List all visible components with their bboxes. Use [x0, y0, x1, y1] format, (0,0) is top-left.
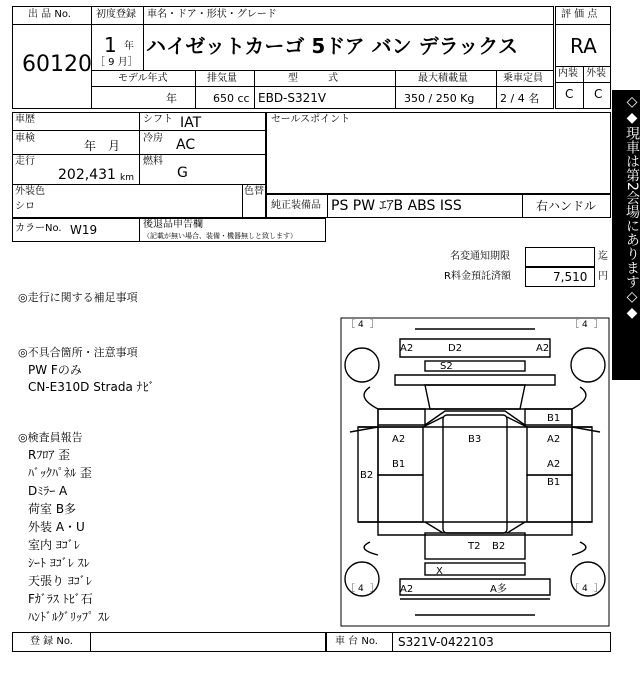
fuel-label: 燃料 [143, 156, 163, 167]
venue-notice-banner [612, 90, 640, 380]
mark-t2: T2 [468, 541, 481, 552]
mark-right-b1-top: B1 [547, 413, 561, 424]
chassis-value: S321V-0422103 [398, 635, 494, 649]
carname-label: 車名・ドア・形状・グレード [147, 9, 277, 20]
equipment-value: PS PW ｴｱB ABS ISS [331, 198, 462, 214]
exterior-score: C [594, 87, 603, 101]
registration-label: 登 録 No. [30, 636, 73, 647]
inspector-line: 天張り ﾖｺﾞﾚ [28, 574, 92, 588]
interior-score: C [565, 87, 574, 101]
first-reg-label: 初度登録 [96, 9, 136, 20]
chassis-label: 車 台 No. [335, 636, 378, 647]
tire-label-fl: 4 [358, 320, 364, 330]
sales-point-label: セールスポイント [271, 114, 351, 125]
first-reg-month: ［ 9 月］ [95, 57, 138, 68]
handle-value: 右ハンドル [536, 199, 597, 213]
mark-hood: S2 [440, 361, 453, 372]
exterior-color-value: シロ [15, 201, 35, 212]
mark-b2: B2 [492, 541, 506, 552]
exterior-color-label: 外装色 [15, 186, 45, 197]
ac-value: AC [176, 137, 196, 153]
recycle-label: R料金預託済額 [444, 271, 511, 282]
inspector-line: Fｶﾞﾗｽ ﾄﾋﾞ石 [28, 592, 93, 606]
tire-label-fr: 4 [582, 320, 588, 330]
mileage-label: 走行 [15, 156, 35, 167]
damage-diagram [340, 317, 610, 627]
first-reg-year: 1 [104, 33, 117, 57]
type-value: EBD-S321V [258, 91, 327, 105]
shift-value: IAT [180, 115, 202, 131]
mark-left-a2: A2 [392, 434, 406, 445]
lot-label: 出 品 No. [28, 9, 71, 20]
svg-text:］: ］ [370, 320, 380, 330]
mark-center-b3: B3 [468, 434, 482, 445]
tire-label-fl: ［ [346, 320, 356, 330]
color-no-value: W19 [70, 223, 98, 237]
venue-notice-text: ◇◆現車は第2会場にあります◇◆ [624, 94, 640, 321]
inspector-heading: ◎検査員報告 [18, 431, 83, 444]
mark-rear-x: X [436, 566, 443, 577]
load-value: 350 / 250 Kg [404, 92, 475, 105]
name-change-label: 名変通知期限 [450, 251, 510, 262]
color-no-label: カラーNo. [15, 223, 62, 234]
capacity-label: 乗車定員 [503, 73, 543, 84]
recycle-unit: 円 [598, 271, 608, 282]
capacity-value: 2 / 4 名 [500, 92, 540, 105]
svg-text:］: ］ [594, 320, 604, 330]
defects-heading: ◎不具合箇所・注意事項 [18, 346, 138, 359]
mark-left-b2: B2 [360, 470, 374, 481]
mark-rear-a2: A2 [400, 584, 414, 595]
history-label: 車歴 [15, 114, 35, 125]
after-market-label: 後退品申告欄 [143, 219, 203, 230]
inspector-line: Rﾌﾛｱ 歪 [28, 448, 71, 462]
mileage-unit: km [120, 173, 134, 183]
mileage-value: 202,431 [58, 167, 116, 183]
recycle-value: 7,510 [553, 270, 588, 284]
tire-label-rl: ［ [346, 584, 356, 594]
mark-right-a2-mid: A2 [547, 459, 561, 470]
shift-label: シフト [143, 114, 173, 125]
inspection-value: 年 月 [84, 139, 121, 153]
equipment-label: 純正装備品 [271, 200, 321, 211]
lot-number: 60120 [22, 52, 92, 77]
ac-label: 冷房 [143, 133, 163, 144]
fuel-value: G [177, 165, 188, 181]
model-year-unit: 年 [166, 92, 177, 105]
color-change-label: 色替 [244, 186, 264, 197]
type-label: 型 式 [288, 73, 338, 84]
mark-front-center: D2 [448, 343, 463, 354]
inspector-line: 荷室 B多 [28, 502, 77, 516]
eval-label: 評 価 点 [561, 9, 598, 20]
name-change-box [525, 247, 595, 267]
mark-right-b1: B1 [547, 477, 561, 488]
car-name: ハイゼットカーゴ 5ドア バン デラックス [146, 34, 519, 58]
mark-front-right: A2 [536, 343, 550, 354]
svg-text:］: ］ [594, 584, 604, 594]
load-label: 最大積載量 [418, 73, 468, 84]
inspection-label: 車検 [15, 133, 35, 144]
eval-score: RA [570, 34, 597, 58]
mark-right-a2-top: A2 [547, 434, 561, 445]
tire-label-fr: ［ [570, 320, 580, 330]
after-market-note: （記載が無い場合、装備・機器無しと致します） [143, 232, 297, 240]
driving-notes-heading: ◎走行に関する補足事項 [18, 291, 138, 304]
tire-front-right [571, 348, 605, 382]
mark-front-left: A2 [400, 343, 414, 354]
svg-text:］: ］ [370, 584, 380, 594]
inspector-line: ﾊﾝﾄﾞﾙｸﾞﾘｯﾌﾟ ｽﾚ [28, 610, 110, 624]
model-year-label: モデル年式 [118, 73, 168, 84]
mark-rear-a-many: A多 [490, 584, 507, 595]
tire-label-rl: 4 [358, 584, 364, 594]
displacement-label: 排気量 [207, 73, 237, 84]
inspector-line: 室内 ﾖｺﾞﾚ [28, 538, 80, 552]
tire-label-rr: 4 [582, 584, 588, 594]
exterior-label: 外装 [586, 68, 606, 79]
interior-label: 内装 [558, 68, 578, 79]
car-diagram-svg [340, 317, 610, 627]
inspector-line: Dﾐﾗｰ A [28, 484, 68, 498]
defect-line: PW Fのみ [28, 363, 82, 377]
displacement-value: 650 cc [213, 92, 250, 105]
name-change-unit: 迄 [598, 251, 608, 262]
tire-front-left [345, 348, 379, 382]
tire-label-rr: ［ [570, 584, 580, 594]
year-unit: 年 [124, 41, 134, 52]
mark-left-b1: B1 [392, 459, 406, 470]
inspector-line: ﾊﾞｯｸﾊﾟﾈﾙ 歪 [28, 466, 92, 480]
defect-line: CN-E310D Strada ﾅﾋﾞ [28, 380, 155, 394]
inspector-line: 外装 A・U [28, 520, 85, 534]
inspector-line: ｼｰﾄ ﾖｺﾞﾚ ｽﾚ [28, 556, 90, 570]
